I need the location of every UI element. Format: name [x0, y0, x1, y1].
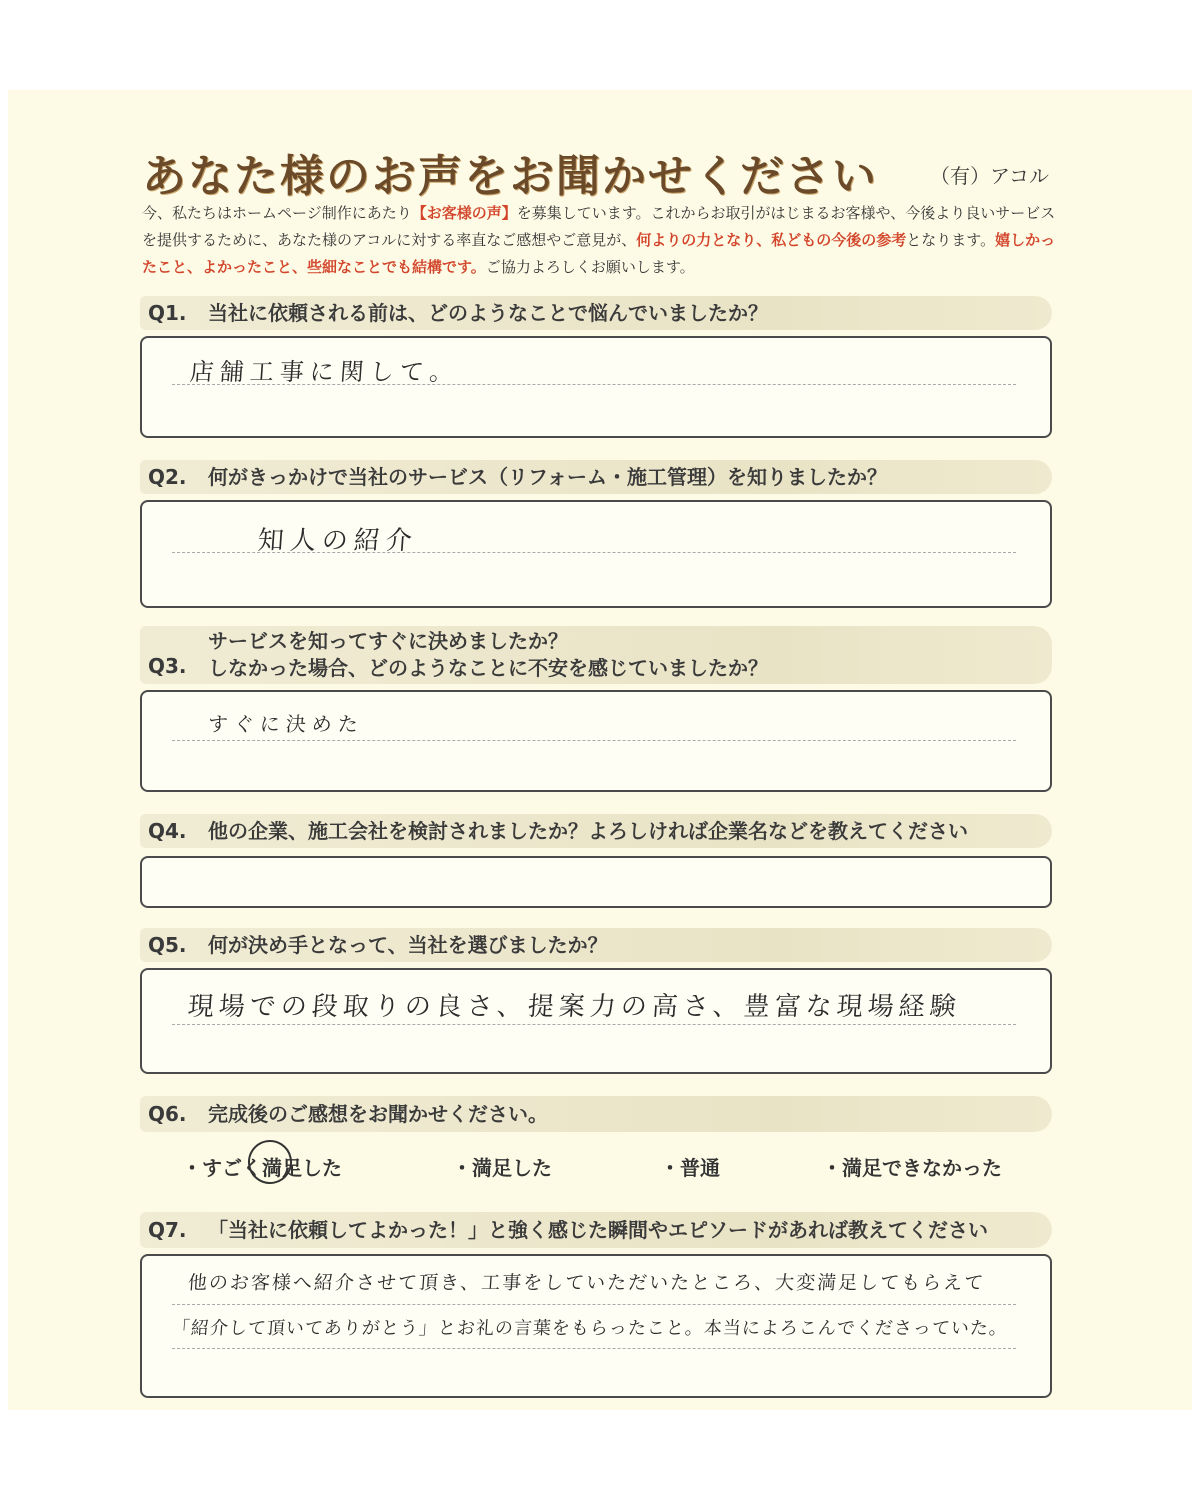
question-1-number: Q1. — [148, 301, 187, 325]
question-4-number: Q4. — [148, 819, 187, 843]
intro-part-3: となります。 — [906, 231, 996, 249]
question-6-number: Q6. — [148, 1102, 187, 1126]
answer-7-handwriting-line-2: 「紹介して頂いてありがとう」とお礼の言葉をもらったこと。本当によろこんでくださっていた。 — [171, 1318, 1009, 1339]
option-satisfied[interactable]: ・満足した — [452, 1156, 552, 1180]
answer-3-handwriting: すぐに決めた — [207, 712, 365, 736]
question-7-text: 「当社に依頼してよかった！」と強く感じた瞬間やエピソードがあれば教えてください — [208, 1217, 988, 1242]
question-2-bar — [140, 460, 1052, 494]
question-6-bar — [140, 1096, 1052, 1132]
answer-2-handwriting: 知人の紹介 — [256, 526, 419, 556]
intro-part-2: を募集しています。これからお取引がはじまるお客様や、今後より良いサービスを提供するために、あなた様のアコルに対する率直なご感想やご意見が、 — [142, 204, 1056, 249]
intro-part-1: 今、私たちはホームページ制作にあたり — [142, 204, 412, 222]
option-very-satisfied[interactable]: ・すごく満足した — [182, 1156, 342, 1180]
answer-7-handwriting-line-1: 他のお客様へ紹介させて頂き、工事をしていただいたところ、大変満足してもらえて — [187, 1272, 986, 1294]
question-3-text-line-2: しなかった場合、どのようなことに不安を感じていましたか？ — [208, 656, 768, 680]
question-1-bar — [140, 296, 1052, 330]
question-5-number: Q5. — [148, 933, 187, 957]
answer-guide-line — [172, 1304, 1016, 1305]
question-2-number: Q2. — [148, 465, 187, 489]
option-not-satisfied[interactable]: ・満足できなかった — [822, 1156, 1002, 1180]
question-3-number: Q3. — [148, 654, 187, 678]
question-2-text: 何がきっかけで当社のサービス（リフォーム・施工管理）を知りましたか？ — [208, 464, 887, 489]
question-3-bar — [140, 626, 1052, 684]
answer-1-box[interactable] — [140, 336, 1052, 438]
answer-2-box[interactable] — [140, 500, 1052, 608]
intro-part-4: ご協力よろしくお願いします。 — [485, 258, 695, 276]
answer-guide-line — [172, 740, 1016, 741]
intro-highlight-1: 【お客様の声】 — [411, 204, 517, 222]
answer-5-box[interactable] — [140, 968, 1052, 1074]
page-title: あなた様のお声をお聞かせください — [142, 151, 878, 202]
question-4-text: 他の企業、施工会社を検討されましたか？よろしければ企業名などを教えてください — [208, 818, 968, 843]
answer-guide-line — [172, 1024, 1016, 1025]
question-1-text: 当社に依頼される前は、どのようなことで悩んでいましたか？ — [208, 300, 768, 325]
answer-3-box[interactable] — [140, 690, 1052, 792]
question-7-number: Q7. — [148, 1218, 187, 1242]
answer-5-handwriting: 現場での段取りの良さ、提案力の高さ、豊富な現場経験 — [186, 992, 962, 1022]
question-4-bar — [140, 814, 1052, 848]
answer-1-handwriting: 店舗工事に関して。 — [188, 358, 461, 386]
option-normal[interactable]: ・普通 — [660, 1156, 720, 1180]
question-5-text: 何が決め手となって、当社を選びましたか？ — [208, 932, 608, 957]
intro-highlight-2: 何よりの力となり、私どもの今後の参考 — [636, 231, 907, 249]
question-5-bar — [140, 928, 1052, 962]
answer-4-box[interactable] — [140, 856, 1052, 908]
question-6-text: 完成後のご感想をお聞かせください。 — [208, 1101, 548, 1126]
question-7-bar — [140, 1212, 1052, 1248]
company-name: （有）アコル — [930, 164, 1049, 188]
answer-7-box[interactable] — [140, 1254, 1052, 1398]
intro-highlight-3: 嬉しかったこと、よかったこと、些細なことでも結構です。 — [142, 231, 1056, 276]
answer-guide-line — [172, 1348, 1016, 1349]
question-3-text: サービスを知ってすぐに決めましたか？ — [208, 629, 568, 653]
intro-text — [142, 200, 1062, 281]
